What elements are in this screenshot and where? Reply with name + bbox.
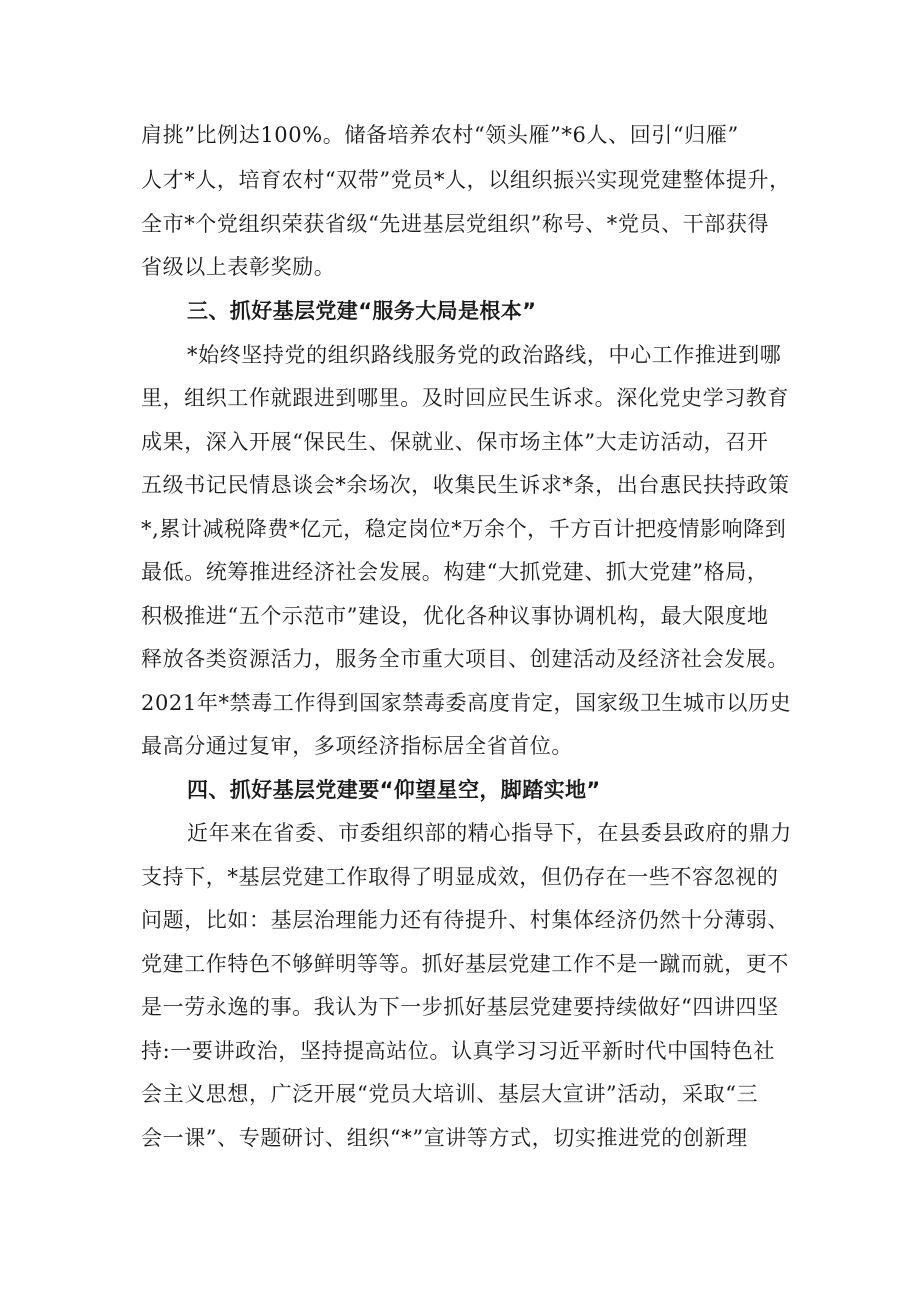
body-text-line: 近年来在省委、市委组织部的精心指导下，在县委县政府的鼎力	[187, 821, 792, 845]
body-text-line: 人才*人，培育农村“双带”党员*人，以组织振兴实现党建整体提升，	[141, 168, 791, 192]
body-text-line: *,累计减税降费*亿元，稳定岗位*万余个，千方百计把疫情影响降到	[141, 517, 787, 541]
body-text-line: 积极推进“五个示范市”建设，优化各种议事协调机构，最大限度地	[141, 604, 769, 628]
body-text-line: 问题，比如：基层治理能力还有待提升、村集体经济仍然十分薄弱、	[141, 908, 789, 932]
body-text-line: 2021年*禁毒工作得到国家禁毒委高度肯定，国家级卫生城市以历史	[141, 691, 792, 715]
body-text-line: *始终坚持党的组织路线服务党的政治路线，中心工作推进到哪	[187, 343, 782, 367]
body-text-line: 里，组织工作就跟进到哪里。及时回应民生诉求。深化党史学习教育	[141, 386, 789, 410]
body-text-line: 最高分通过复审，多项经济指标居全省首位。	[141, 734, 573, 758]
body-text-line: 会主义思想，广泛开展“党员大培训、基层大宣讲”活动，采取“三	[141, 1082, 759, 1106]
body-text-line: 党建工作特色不够鲜明等等。抓好基层党建工作不是一蹴而就，更不	[141, 952, 789, 976]
section-heading-4: 四、抓好基层党建要“仰望星空，脚踏实地”	[187, 778, 601, 802]
body-text-line: 持:一要讲政治，坚持提高站位。认真学习习近平新时代中国特色社	[141, 1039, 776, 1063]
body-text-line: 肩挑”比例达100%。储备培养农村“领头雁”*6人、回引“归雁”	[141, 123, 739, 147]
body-text-line: 会一课”、专题研讨、组织“*”宣讲等方式，切实推进党的创新理	[141, 1126, 748, 1150]
body-text-line: 释放各类资源活力，服务全市重大项目、创建活动及经济社会发展。	[141, 647, 789, 671]
body-text-line: 全市*个党组织荣获省级“先进基层党组织”称号、*党员、干部获得	[141, 212, 770, 236]
body-text-line: 成果，深入开展“保民生、保就业、保市场主体”大走访活动，召开	[141, 430, 769, 454]
body-text-line: 省级以上表彰奖励。	[141, 255, 336, 279]
body-text-line: 五级书记民情恳谈会*余场次，收集民生诉求*条，出台惠民扶持政策	[141, 473, 790, 497]
section-heading-3: 三、抓好基层党建“服务大局是根本”	[187, 299, 537, 323]
body-text-line: 是一劳永逸的事。我认为下一步抓好基层党建要持续做好“四讲四坚	[141, 995, 779, 1019]
body-text-line: 支持下，*基层党建工作取得了明显成效，但仍存在一些不容忽视的	[141, 865, 779, 889]
body-text-line: 最低。统筹推进经济社会发展。构建“大抓党建、抓大党建”格局，	[141, 560, 769, 584]
